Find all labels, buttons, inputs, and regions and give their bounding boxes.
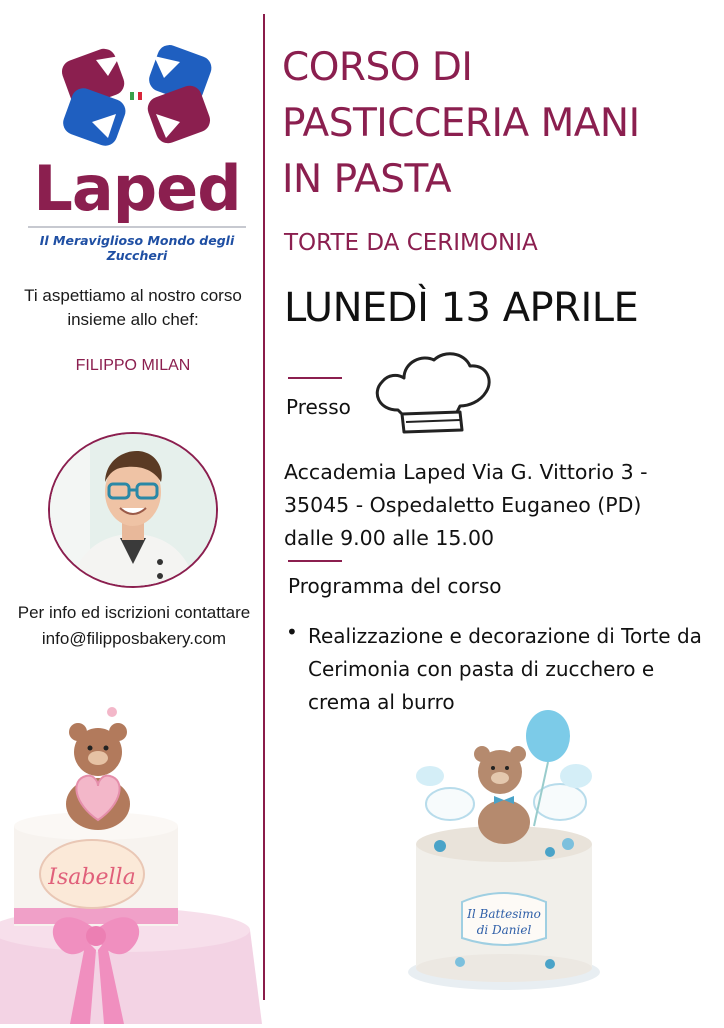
chef-portrait [48, 432, 218, 588]
pink-cake-image [0, 700, 262, 1024]
course-subtitle: TORTE DA CERIMONIA [284, 230, 538, 256]
chef-hat-icon [368, 348, 496, 438]
flower-logo-icon [14, 30, 260, 160]
vertical-divider [263, 14, 265, 1000]
logo-underline [28, 226, 246, 228]
presso-label: Presso [286, 395, 351, 419]
brand-tagline: Il Meraviglioso Mondo degli Zuccheri [39, 233, 235, 263]
address-line-2: 35045 - Ospedaletto Euganeo (PD) [284, 493, 642, 517]
right-cake-plaque-line2: di Daniel [476, 923, 532, 937]
address-line-1: Accademia Laped Via G. Vittorio 3 - [284, 460, 648, 484]
program-bullet: • [286, 620, 298, 644]
separator-line-2 [288, 560, 342, 562]
time-line: dalle 9.00 alle 15.00 [284, 526, 495, 550]
title-line-3: IN PASTA [282, 157, 452, 202]
venue-address [284, 456, 714, 555]
course-date: LUNEDÌ 13 APRILE [284, 285, 639, 331]
program-item: Realizzazione e decorazione di Torte da Cerimonia con pasta di zucchero e crema al burro [308, 624, 702, 714]
course-title [282, 40, 712, 208]
contact-label: Per info ed iscrizioni contattare [17, 603, 251, 622]
baptism-cake-image [400, 706, 614, 1000]
brand-name: Laped [33, 152, 241, 225]
contact-email[interactable]: info@filipposbakery.com [41, 629, 227, 648]
contact-info [14, 600, 254, 652]
separator-line-1 [288, 377, 342, 379]
intro-text: Ti aspettiamo al nostro corso insieme allo chef: [24, 286, 242, 329]
right-cake-plaque-line1: Il Battesimo [467, 907, 541, 921]
title-line-1: CORSO DI [282, 45, 473, 90]
left-cake-plaque-text: Isabella [48, 865, 136, 890]
laped-logo [14, 30, 260, 263]
title-line-2: PASTICCERIA MANI [282, 101, 640, 146]
chef-name: FILIPPO MILAN [75, 357, 191, 374]
program-title: Programma del corso [288, 574, 502, 598]
